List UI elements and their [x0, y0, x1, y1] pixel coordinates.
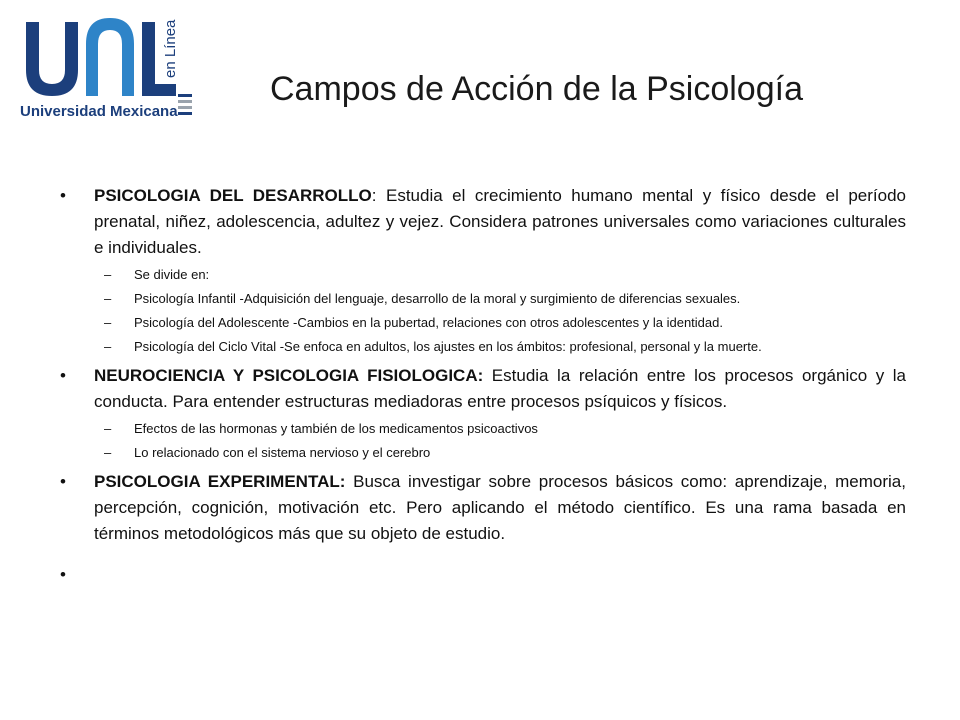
- bullet-text: Busca investigar sobre procesos básicos como: aprendizaje, memoria, percepción, cognición, motivación etc. Pero aplicando el método científico. Es una rama basada en términos metodológicos más que su objeto de estudio.: [94, 472, 906, 543]
- bullet-dot-icon: •: [60, 186, 66, 205]
- university-logo: [18, 8, 198, 126]
- subitem: [58, 339, 906, 355]
- bullet-dot-icon: •: [60, 472, 66, 491]
- bullet-item: [58, 363, 906, 415]
- empty-bullet-item: [58, 565, 906, 591]
- bullet-dot-icon: •: [60, 565, 66, 584]
- dash-icon: –: [104, 339, 112, 354]
- subitem-list: [58, 421, 906, 461]
- dash-icon: –: [104, 267, 112, 282]
- bullet-item: [58, 469, 906, 547]
- slide-title: Campos de Acción de la Psicología: [270, 70, 803, 108]
- bullet-item: [58, 183, 906, 261]
- slide-content: [58, 183, 906, 591]
- subitem: [58, 421, 906, 437]
- bullet-heading: NEUROCIENCIA Y PSICOLOGIA FISIOLOGICA:: [94, 366, 484, 385]
- dash-icon: –: [104, 315, 112, 330]
- dash-icon: –: [104, 421, 112, 436]
- subitem-text: Lo relacionado con el sistema nervioso y el cerebro: [134, 445, 431, 460]
- dash-icon: –: [104, 291, 112, 306]
- bullet-heading: PSICOLOGIA EXPERIMENTAL:: [94, 472, 346, 491]
- dash-icon: –: [104, 445, 112, 460]
- unl-logo-icon: [18, 8, 198, 126]
- subitem-text: Efectos de las hormonas y también de los medicamentos psicoactivos: [134, 421, 538, 436]
- bullet-separator: :: [371, 186, 377, 205]
- bullet-heading: PSICOLOGIA DEL DESARROLLO: [94, 186, 372, 205]
- subitem: [58, 291, 906, 307]
- subitem-text: Se divide en:: [134, 267, 210, 282]
- logo-brand-text: Universidad Mexicana: [20, 103, 178, 120]
- subitem-text: Psicología Infantil -Adquisición del lenguaje, desarrollo de la moral y surgimiento de diferencias sexuales.: [134, 291, 741, 306]
- bullet-dot-icon: •: [60, 366, 66, 385]
- subitem-text: Psicología del Ciclo Vital -Se enfoca en adultos, los ajustes en los ámbitos: profesional, personal y la muerte.: [134, 339, 762, 354]
- bullet-text: Estudia la relación entre los procesos orgánico y la conducta. Para entender estructuras mediadoras entre procesos psíquicos y físicos.: [94, 366, 906, 411]
- bullet-text: Estudia el crecimiento humano mental y físico desde el período prenatal, niñez, adolescencia, adultez y vejez. Considera patrones universales como variaciones culturales e individuales.: [94, 186, 906, 257]
- subitem: [58, 445, 906, 461]
- subitem: [58, 267, 906, 283]
- subitem-list: [58, 267, 906, 355]
- subitem: [58, 315, 906, 331]
- logo-tagline: en Línea: [162, 19, 179, 78]
- subitem-text: Psicología del Adolescente -Cambios en la pubertad, relaciones con otros adolescentes y la identidad.: [134, 315, 723, 330]
